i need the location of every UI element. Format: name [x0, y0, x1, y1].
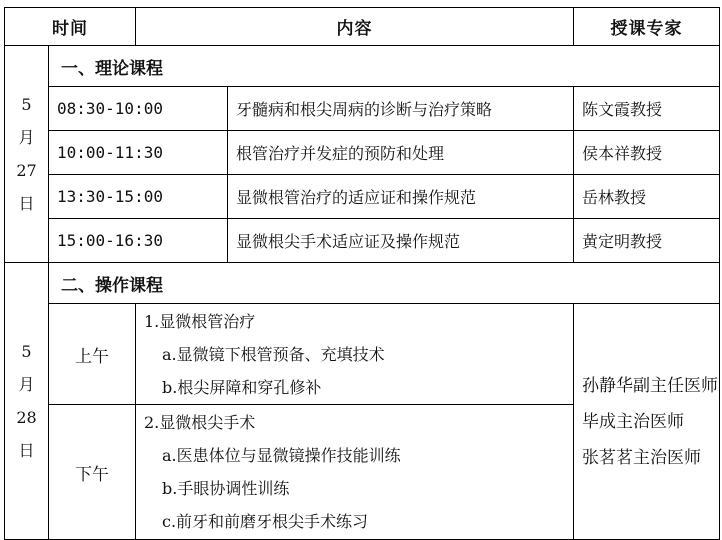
- expert-name: 孙静华副主任医师: [582, 375, 718, 396]
- session-row: [5, 175, 720, 219]
- session-time: 10:00-11:30: [49, 131, 228, 175]
- practice-experts: [574, 304, 720, 540]
- date-line: 28: [16, 408, 37, 427]
- session-content: 显微根尖手术适应证及操作规范: [228, 219, 574, 263]
- header-row: [5, 8, 720, 46]
- session-expert: 岳林教授: [574, 175, 720, 219]
- date-line: 5: [21, 342, 32, 361]
- header-expert: 授课专家: [574, 8, 720, 46]
- afternoon-label: 下午: [49, 405, 136, 540]
- practice-item: a.医患体位与显微镜操作技能训练: [162, 446, 401, 465]
- day1-section-row: [5, 46, 720, 87]
- practice-item: b.手眼协调性训练: [162, 479, 290, 498]
- day2-date: [5, 263, 49, 540]
- practice-item: a.显微镜下根管预备、充填技术: [162, 344, 385, 364]
- session-content: 根管治疗并发症的预防和处理: [228, 131, 574, 175]
- practice-title: 1.显微根管治疗: [144, 311, 256, 331]
- session-content: 牙髓病和根尖周病的诊断与治疗策略: [228, 87, 574, 131]
- date-line: 月: [18, 128, 35, 147]
- morning-label: 上午: [49, 304, 136, 405]
- header-time: 时间: [5, 8, 136, 46]
- expert-name: 毕成主治医师: [582, 411, 684, 432]
- afternoon-content: [136, 405, 574, 540]
- morning-content: [136, 304, 574, 405]
- day2-section-row: [5, 263, 720, 304]
- practice-title: 2.显微根尖手术: [144, 413, 256, 432]
- date-line: 日: [18, 194, 35, 213]
- section-title-practice: 二、操作课程: [49, 263, 720, 304]
- session-row: [5, 219, 720, 263]
- session-time: 15:00-16:30: [49, 219, 228, 263]
- date-line: 5: [21, 95, 32, 114]
- session-time: 08:30-10:00: [49, 87, 228, 131]
- date-line: 27: [16, 161, 37, 180]
- date-line: 日: [18, 441, 35, 460]
- section-title-theory: 一、理论课程: [49, 46, 720, 87]
- session-time: 13:30-15:00: [49, 175, 228, 219]
- expert-name: 张茗茗主治医师: [582, 447, 701, 468]
- session-content: 显微根管治疗的适应证和操作规范: [228, 175, 574, 219]
- session-row: [5, 131, 720, 175]
- session-row: [5, 87, 720, 131]
- course-schedule-table: [4, 7, 720, 540]
- practice-item: c.前牙和前磨牙根尖手术练习: [162, 512, 369, 531]
- morning-row: [5, 304, 720, 405]
- date-line: 月: [18, 375, 35, 394]
- session-expert: 侯本祥教授: [574, 131, 720, 175]
- practice-item: b.根尖屏障和穿孔修补: [162, 377, 322, 397]
- session-expert: 黄定明教授: [574, 219, 720, 263]
- session-expert: 陈文霞教授: [574, 87, 720, 131]
- header-content: 内容: [136, 8, 574, 46]
- day1-date: [5, 46, 49, 263]
